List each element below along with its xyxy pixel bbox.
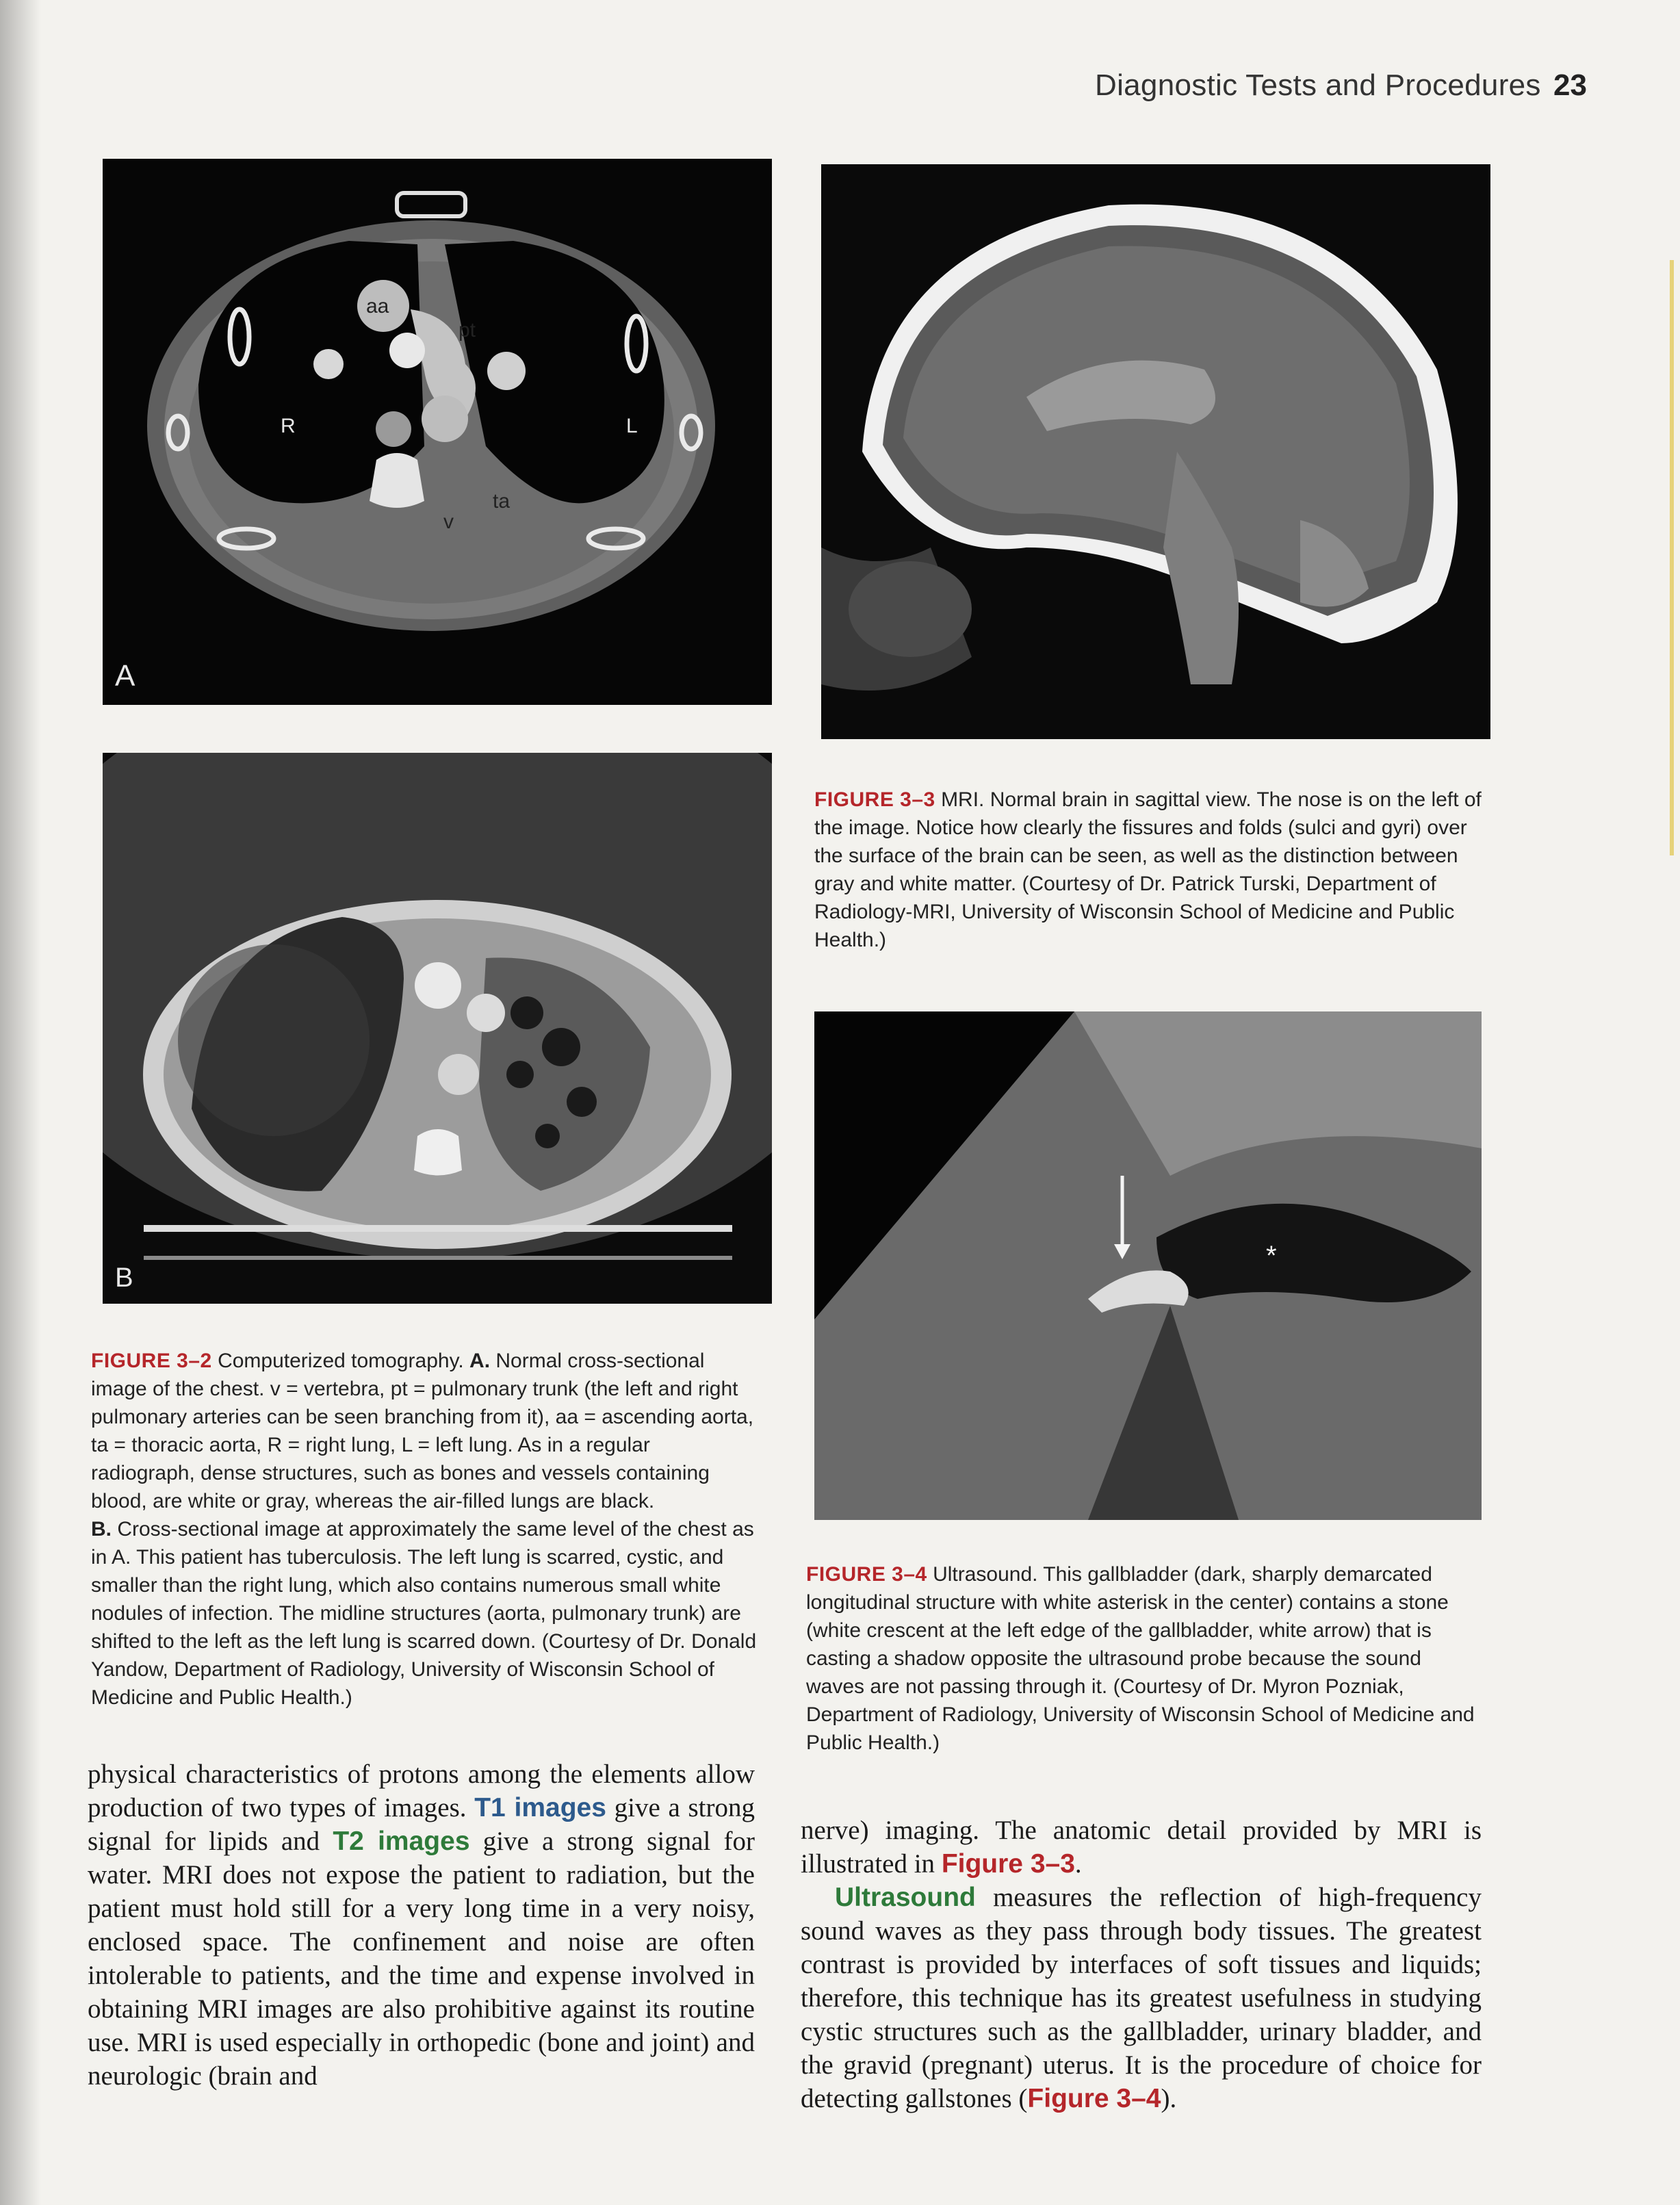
figure-3-2-part-b-text: Cross-sectional image at approximately the same level of the chest as in A. This patient has tuberculosis. The left lung is scarred, cystic, and smaller than the right lung, which also contains numerous small white nodules of infection. The midline structures (aorta, pulmonary trunk) are shifted to the left as the left lung is scarred down. (Courtesy of Dr. Donald Yandow, Department of Radiology, University of Wisconsin School of Medicine and Public Health.) [91, 1518, 757, 1709]
figure-3-3-reference[interactable]: Figure 3–3 [941, 1849, 1075, 1879]
figure-3-2-part-b-marker: B. [91, 1518, 112, 1540]
thoracic-aorta-shape [422, 396, 468, 442]
panel-letter-a: A [115, 659, 135, 693]
body-left-text-1: physical characteristics of protons among the elements allow production of two types of images. [88, 1759, 755, 1822]
figure-3-3-caption-text: MRI. Normal brain in sagittal view. The nose is on the left of the image. Notice how clearly the fissures and folds (sulci and gyri) over the surface of the brain can be seen, as well as the distinction between gray and white matter. (Courtesy of Dr. Patrick Turski, Department of Radiology-MRI, University of Wisconsin School of Medicine and Public Health.) [814, 788, 1482, 951]
figure-3-4-caption [806, 1560, 1484, 1757]
figure-3-2-caption [91, 1347, 758, 1712]
term-ultrasound: Ultrasound [835, 1883, 976, 1912]
label-pt: pt [458, 319, 476, 341]
page-number: 23 [1553, 68, 1587, 102]
paragraph-mri-detail [801, 1814, 1482, 1881]
figure-3-4-ultrasound-image [814, 1011, 1482, 1520]
ct-chest-tuberculosis-illustration [103, 753, 772, 1304]
label-l: L [626, 415, 638, 437]
figure-3-3-label: FIGURE 3–3 [814, 788, 935, 811]
page-edge-tab [1670, 260, 1674, 855]
figure-3-2-label: FIGURE 3–2 [91, 1350, 212, 1372]
label-aa: aa [366, 295, 389, 318]
label-r: R [281, 415, 296, 437]
ct-chest-normal-illustration [103, 159, 772, 705]
body-text-left-column [88, 1757, 755, 2093]
figure-3-2-part-a-text: Normal cross-sectional image of the chest. v = vertebra, pt = pulmonary trunk (the left and right pulmonary arteries can be seen branching from it), aa = ascending aorta, ta = thoracic aorta, R = right lung, L = left lung. As in a regular radiograph, dense structures, such as bones and vessels containing blood, are white or gray, whereas the air-filled lungs are black. [91, 1350, 754, 1512]
body-right-p2-end: ). [1161, 2084, 1177, 2113]
asterisk-marker: * [1266, 1241, 1277, 1271]
body-left-text-2: give a strong signal for lipids and [88, 1793, 755, 1856]
body-text-right-column [801, 1814, 1482, 2115]
figure-3-2-caption-lead: Computerized tomography. [211, 1350, 470, 1372]
vertebra-shape [370, 453, 424, 508]
figure-3-4-reference[interactable]: Figure 3–4 [1027, 2084, 1161, 2113]
body-right-p2-text: measures the reflection of high-frequency sound waves as they pass through body tissues. The greatest contrast is provided by interfaces of soft tissues and liquids; therefore, this technique has its greatest usefulness in studying cystic structures such as the gallbladder, urinary bladder, and the gravid (pregnant) uterus. It is the procedure of choice for detecting gallstones ( [801, 1883, 1482, 2113]
paragraph-ultrasound [801, 1881, 1482, 2115]
binding-shadow [0, 0, 41, 2205]
figure-3-3-mri-image [821, 164, 1490, 739]
figure-3-2-part-a-marker: A. [469, 1350, 491, 1372]
figure-3-2b-ct-image [103, 753, 772, 1304]
body-right-p1-text: nerve) imaging. The anatomic detail provided by MRI is illustrated in [801, 1816, 1482, 1879]
term-t1-images: T1 images [474, 1793, 606, 1822]
figure-3-4-caption-text: Ultrasound. This gallbladder (dark, sharply demarcated longitudinal structure with white asterisk in the center) contains a stone (white crescent at the left edge of the gallbladder, white arrow) that is casting a shadow opposite the ultrasound probe because the sound waves are not passing through it. (Courtesy of Dr. Myron Pozniak, Department of Radiology, University of Wisconsin School of Medicine and Public Health.) [806, 1563, 1475, 1754]
mri-brain-sagittal-illustration [821, 164, 1490, 739]
figure-3-2a-ct-image [103, 159, 772, 705]
label-v: v [443, 511, 454, 533]
running-head-title: Diagnostic Tests and Procedures [1095, 68, 1541, 102]
figure-3-3-caption [814, 786, 1485, 954]
label-ta: ta [493, 490, 511, 513]
ultrasound-gallbladder-illustration [814, 1011, 1482, 1520]
body-left-text-3: give a strong signal for water. MRI does not expose the patient to radiation, but the patient must hold still for a very long time in a very noisy, enclosed space. The confinement and noise are often intolerable to patients, and the time and expense involved in obtaining MRI images are also prohibitive against its routine use. MRI is used especially in orthopedic (bone and joint) and neurologic (brain and [88, 1827, 755, 2091]
term-t2-images: T2 images [333, 1827, 470, 1856]
body-right-p1-end: . [1074, 1849, 1082, 1879]
figure-3-4-label: FIGURE 3–4 [806, 1563, 927, 1586]
panel-letter-b: B [115, 1263, 133, 1293]
